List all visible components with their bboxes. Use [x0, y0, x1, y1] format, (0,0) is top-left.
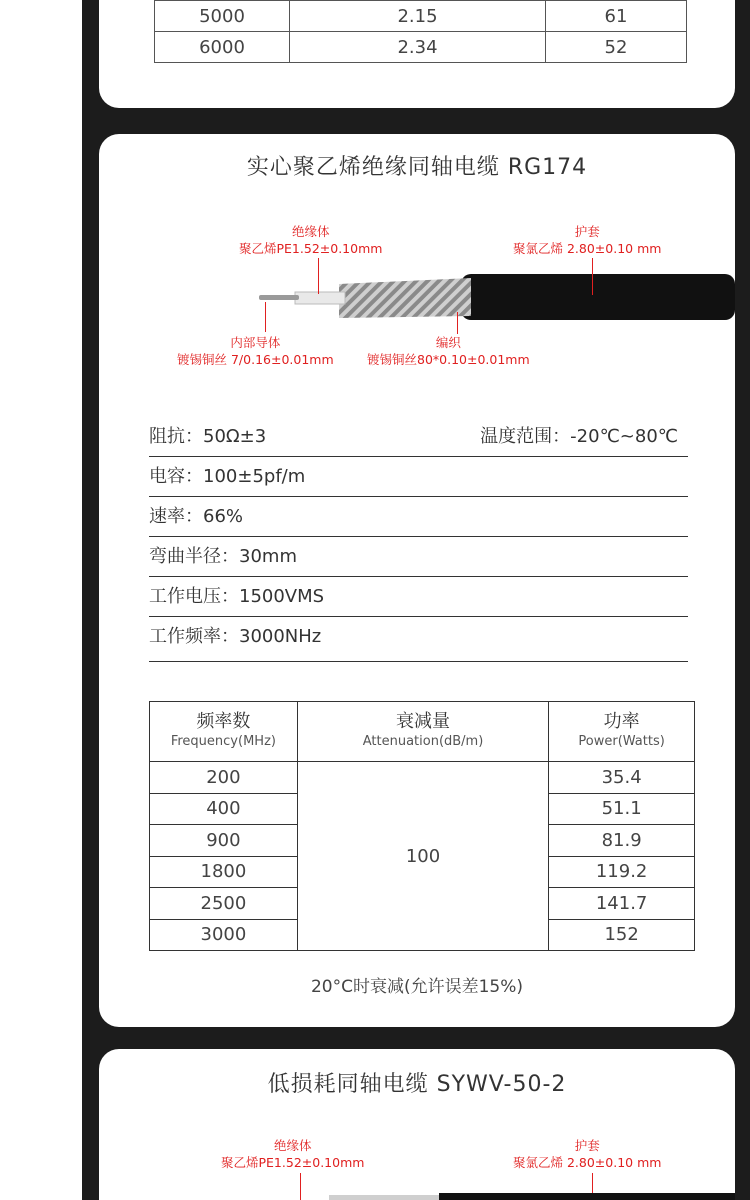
table-row	[155, 1, 687, 32]
spec-row-frequency: 工作频率：3000NHz	[149, 617, 688, 662]
attenuation-note: 20°C时衰减(允许误差15%)	[310, 977, 524, 997]
jacket-pointer	[592, 258, 593, 295]
braid-label: 编织 镀锡铜丝80*0.10±0.01mm	[367, 335, 530, 367]
insulation-pointer	[318, 258, 319, 294]
conductor-label: 内部导体 镀锡铜丝 7/0.16±0.01mm	[177, 335, 334, 367]
jacket-shape	[461, 274, 735, 320]
conductor-pointer	[265, 302, 266, 332]
jacket-label: 护套 聚氯乙烯 2.80±0.10 mm	[513, 1138, 662, 1170]
conductor-shape	[259, 295, 299, 300]
frequency-cell: 1800	[150, 856, 298, 888]
frequency-cell: 2500	[150, 888, 298, 920]
frequency-cell: 200	[150, 762, 298, 794]
power-cell: 152	[549, 919, 695, 951]
power-cell: 52	[546, 32, 687, 63]
frequency-cell: 900	[150, 825, 298, 857]
spec-temperature: 温度范围：-20℃~80℃	[480, 426, 678, 447]
insulation-label: 绝缘体 聚乙烯PE1.52±0.10mm	[221, 1138, 365, 1170]
power-cell: 141.7	[549, 888, 695, 920]
power-cell: 51.1	[549, 793, 695, 825]
cable-diagram	[99, 222, 735, 372]
attenuation-cell: 100	[297, 762, 548, 951]
attenuation-cell: 2.34	[290, 32, 546, 63]
spec-row-bend-radius: 弯曲半径：30mm	[149, 537, 688, 577]
previous-attenuation-table	[154, 0, 687, 63]
header-attenuation: 衰减量 Attenuation(dB/m)	[297, 702, 548, 762]
table-row	[150, 762, 695, 794]
header-frequency: 频率数 Frequency(MHz)	[150, 702, 298, 762]
table-header-row	[150, 702, 695, 762]
insulation-shape	[295, 292, 345, 304]
braid-pointer	[457, 312, 458, 334]
card-title: 实心聚乙烯绝缘同轴电缆 RG174	[246, 155, 588, 180]
card-title: 低损耗同轴电缆 SYWV-50-2	[267, 1072, 567, 1097]
frequency-cell: 6000	[155, 32, 290, 63]
power-cell: 119.2	[549, 856, 695, 888]
frequency-cell: 3000	[150, 919, 298, 951]
jacket-shape	[439, 1193, 735, 1200]
spec-row-voltage: 工作电压：1500VMS	[149, 577, 688, 617]
spec-row-velocity: 速率：66%	[149, 497, 688, 537]
rg174-spec-card	[99, 134, 735, 1027]
jacket-label: 护套 聚氯乙烯 2.80±0.10 mm	[513, 224, 662, 256]
attenuation-table	[149, 701, 695, 951]
power-cell: 35.4	[549, 762, 695, 794]
header-power: 功率 Power(Watts)	[549, 702, 695, 762]
insulation-label: 绝缘体 聚乙烯PE1.52±0.10mm	[239, 224, 383, 256]
braid-shape	[339, 278, 471, 318]
cable-illustration	[99, 1191, 735, 1200]
braid-shape	[329, 1195, 449, 1200]
frequency-cell: 400	[150, 793, 298, 825]
power-cell: 81.9	[549, 825, 695, 857]
spec-row-impedance: 阻抗：50Ω±3 温度范围：-20℃~80℃	[149, 417, 688, 457]
sywv-spec-card	[99, 1049, 735, 1200]
attenuation-cell: 2.15	[290, 1, 546, 32]
previous-spec-card	[99, 0, 735, 108]
power-cell: 61	[546, 1, 687, 32]
table-row	[155, 32, 687, 63]
frequency-cell: 5000	[155, 1, 290, 32]
spec-row-capacitance: 电容：100±5pf/m	[149, 457, 688, 497]
spec-list	[149, 417, 688, 662]
